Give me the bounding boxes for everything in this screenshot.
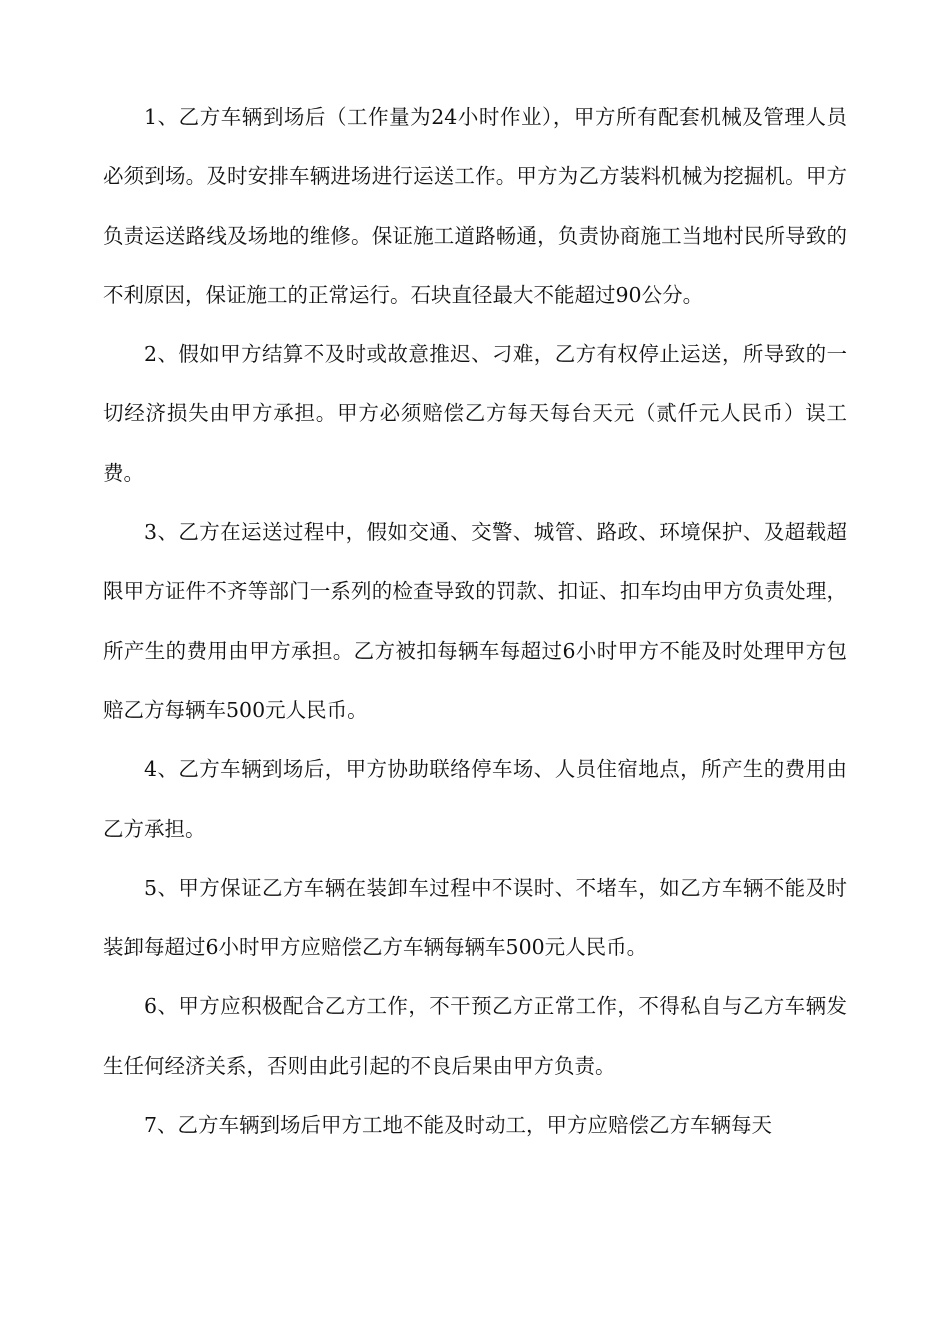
- paragraph-clause-3: 3、乙方在运送过程中，假如交通、交警、城管、路政、环境保护、及超载超限甲方证件不齐等部门一系列的检查导致的罚款、扣证、扣车均由甲方负责处理，所产生的费用由甲方承担。乙方被扣每辆车每超过6小时甲方不能及时处理甲方包赔乙方每辆车500元人民币。: [103, 520, 847, 722]
- paragraph-clause-6: 6、甲方应积极配合乙方工作，不干预乙方正常工作，不得私自与乙方车辆发生任何经济关系，否则由此引起的不良后果由甲方负责。: [103, 994, 847, 1078]
- paragraph-clause-1: 1、乙方车辆到场后（工作量为24小时作业），甲方所有配套机械及管理人员必须到场。及时安排车辆进场进行运送工作。甲方为乙方装料机械为挖掘机。甲方负责运送路线及场地的维修。保证施工道路畅通，负责协商施工当地村民所导致的不利原因，保证施工的正常运行。石块直径最大不能超过90公分。: [103, 105, 847, 307]
- paragraph-clause-2: 2、假如甲方结算不及时或故意推迟、刁难，乙方有权停止运送，所导致的一切经济损失由甲方承担。甲方必须赔偿乙方每天每台天元（贰仟元人民币）误工费。: [103, 342, 847, 485]
- paragraph-clause-5: 5、甲方保证乙方车辆在装卸车过程中不误时、不堵车，如乙方车辆不能及时装卸每超过6小时甲方应赔偿乙方车辆每辆车500元人民币。: [103, 875, 847, 960]
- paragraph-clause-4: 4、乙方车辆到场后，甲方协助联络停车场、人员住宿地点，所产生的费用由乙方承担。: [103, 757, 847, 841]
- document-body: [103, 88, 847, 1155]
- paragraph-clause-7: 7、乙方车辆到场后甲方工地不能及时动工，甲方应赔偿乙方车辆每天: [144, 1113, 773, 1138]
